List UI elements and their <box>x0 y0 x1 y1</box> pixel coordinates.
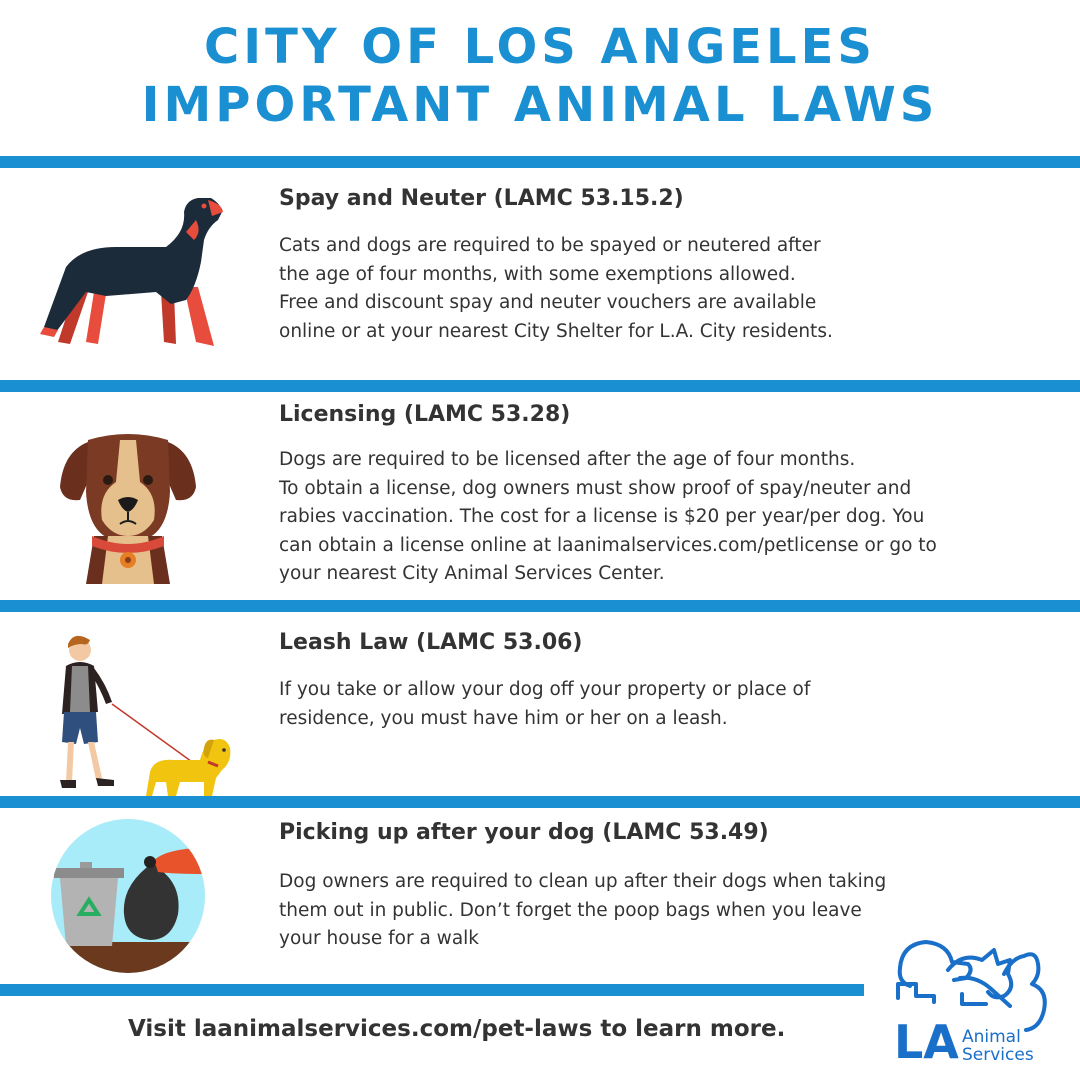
section-body: If you take or allow your dog off your property or place of residence, you must have him or her on a leash. <box>279 679 811 729</box>
divider-bar <box>0 156 1080 168</box>
section-heading: Leash Law (LAMC 53.06) <box>279 630 583 655</box>
section-heading: Spay and Neuter (LAMC 53.15.2) <box>279 186 684 211</box>
section-heading: Picking up after your dog (LAMC 53.49) <box>279 820 769 845</box>
section-licensing <box>0 392 1080 600</box>
logo-services-text: Services <box>962 1045 1034 1065</box>
section-body: Cats and dogs are required to be spayed or neutered after the age of four months, with some exemptions allowed. Free and discount spay and neuter vouchers are available online or at your nearest City Shelter for L.A. City residents. <box>279 235 833 342</box>
trash-can-poop-bag-icon <box>50 818 206 974</box>
la-animal-services-logo <box>890 930 1070 1070</box>
title-line-2: IMPORTANT ANIMAL LAWS <box>141 77 939 133</box>
logo-animal-text: Animal <box>962 1027 1021 1047</box>
dog-face-icon <box>58 432 198 584</box>
logo-la-text: LA <box>894 1015 959 1069</box>
section-leash-law <box>0 612 1080 796</box>
divider-bar <box>0 380 1080 392</box>
section-body: Dogs are required to be licensed after the age of four months. To obtain a license, dog owners must show proof of spay/neuter and rabies vaccination. The cost for a license is $20 per year/per dog. You can obtain a license online at laanimalservices.com/petlicense or go to your nearest City Animal Services Center. <box>279 449 937 585</box>
title-line-1: CITY OF LOS ANGELES <box>203 19 876 75</box>
section-spay-neuter <box>0 168 1080 380</box>
person-walking-dog-icon <box>54 632 234 798</box>
rottweiler-dog-icon <box>36 192 226 354</box>
section-heading: Licensing (LAMC 53.28) <box>279 402 571 427</box>
page-title <box>0 18 1080 134</box>
divider-bar <box>0 796 1080 808</box>
section-body: Dog owners are required to clean up after their dogs when taking them out in public. Don’t forget the poop bags when you leave your house for a walk <box>279 871 887 950</box>
footer-cta: Visit laanimalservices.com/pet-laws to learn more. <box>128 1016 786 1042</box>
logo-pets-icon <box>890 930 1070 1070</box>
divider-bar <box>0 984 864 996</box>
divider-bar <box>0 600 1080 612</box>
